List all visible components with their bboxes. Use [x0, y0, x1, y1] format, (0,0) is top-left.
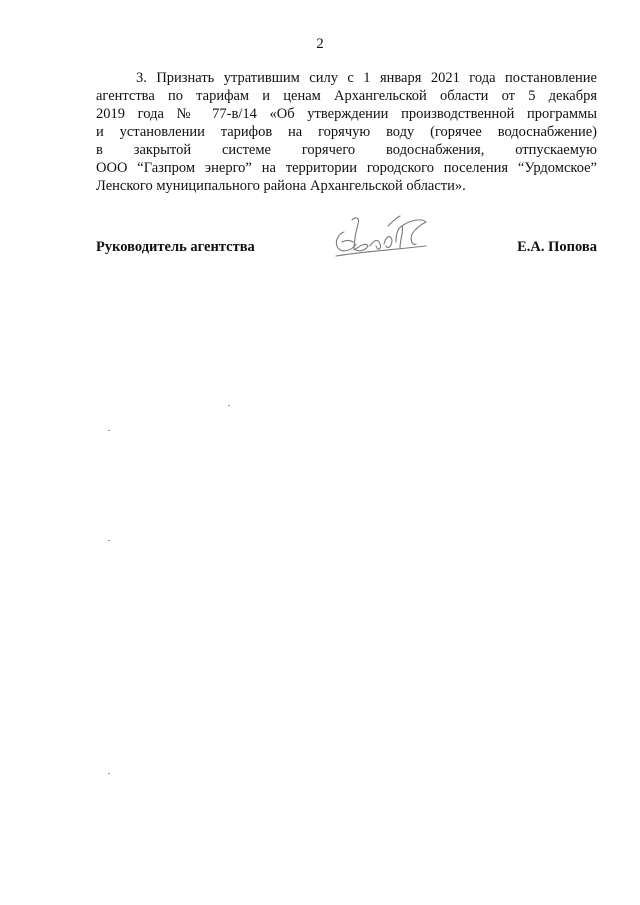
paragraph-line: агентства по тарифам и ценам Архангельской области от 5 декабря	[96, 88, 597, 104]
paragraph-line: ООО “Газпром энерго” на территории городского поселения “Урдомское”	[96, 160, 597, 176]
paragraph-line: 2019 года № 77-в/14 «Об утверждении производственной программы	[96, 106, 597, 122]
page-number: 2	[316, 36, 324, 52]
scan-speck	[228, 405, 230, 406]
scan-speck	[108, 773, 110, 774]
paragraph-line: Ленского муниципального района Архангельской области».	[96, 178, 466, 194]
signature-position-label: Руководитель агентства	[96, 239, 255, 255]
scan-speck	[108, 540, 110, 541]
scan-speck	[108, 430, 110, 431]
body-paragraph	[96, 69, 597, 195]
signer-name: Е.А. Попова	[517, 239, 597, 255]
handwritten-signature	[330, 206, 436, 268]
paragraph-line: 3. Признать утратившим силу с 1 января 2021 года постановление	[136, 70, 597, 86]
paragraph-line: и установлении тарифов на горячую воду (горячее водоснабжение)	[96, 124, 597, 140]
paragraph-line: в закрытой системе горячего водоснабжения, отпускаемую	[96, 142, 597, 158]
